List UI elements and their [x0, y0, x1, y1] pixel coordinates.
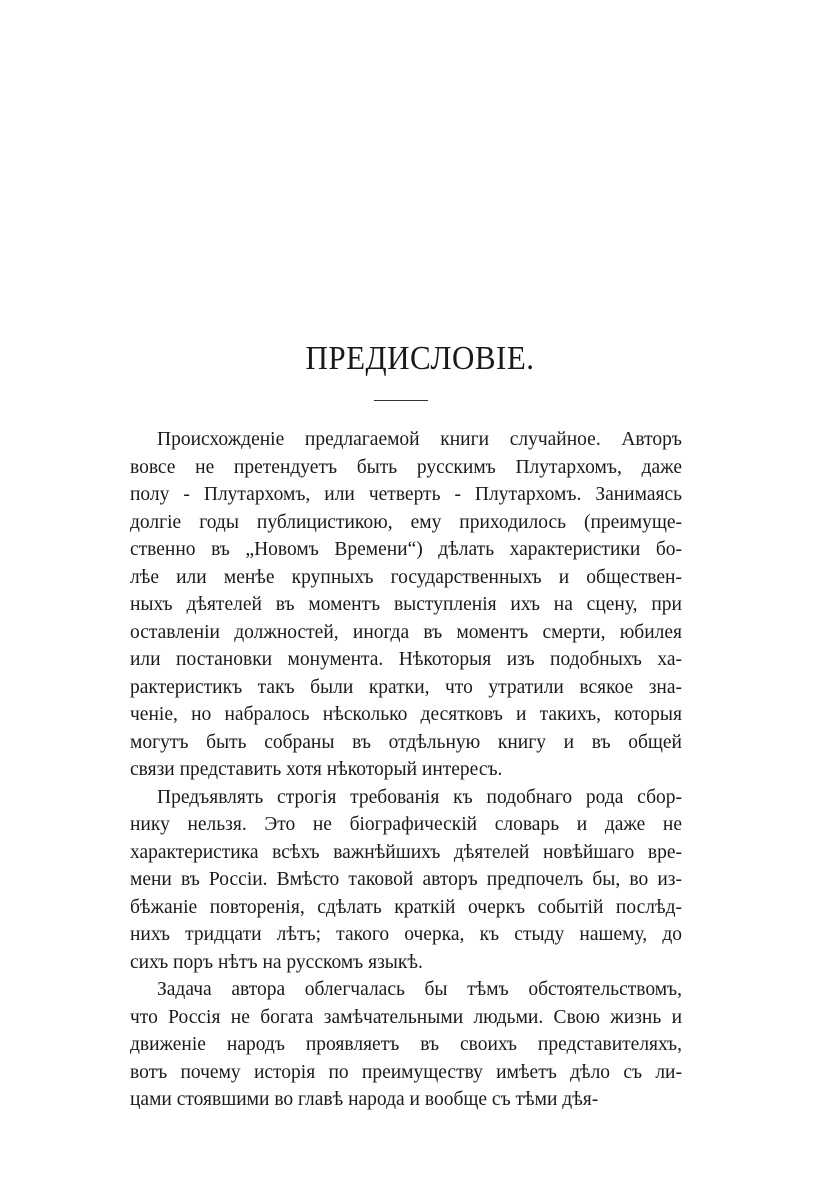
text-line: рактеристикъ такъ были кратки, что утратили всякое зна-: [130, 676, 682, 698]
text-line: сихъ поръ нѣтъ на русскомъ языкѣ.: [130, 951, 423, 973]
title-divider: [374, 400, 428, 401]
text-line: мени въ Россіи. Вмѣсто таковой авторъ предпочелъ бы, во из-: [130, 869, 682, 890]
text-line: ченіе, но набралось нѣсколько десятковъ и такихъ, которыя: [130, 704, 682, 725]
paragraph: [130, 426, 682, 784]
paragraph: [130, 976, 682, 1114]
text-line: нику нельзя. Это не біографическій словарь и даже не: [130, 814, 682, 835]
text-line: ственно въ „Новомъ Времени“) дѣлать характеристики бо-: [130, 539, 682, 560]
text-line: характеристика всѣхъ важнѣйшихъ дѣятелей новѣйшаго вре-: [130, 841, 682, 863]
text-line: лѣе или менѣе крупныхъ государственныхъ и обществен-: [130, 566, 682, 588]
text-line: связи представить хотя нѣкоторый интересъ.: [130, 759, 503, 780]
paragraph: [130, 784, 682, 977]
text-line: могутъ быть собраны въ отдѣльную книгу и въ общей: [130, 731, 682, 753]
text-line: Происхожденіе предлагаемой книги случайное. Авторъ: [157, 429, 682, 450]
text-line: бѣжаніе повторенія, сдѣлать краткій очеркъ событій послѣд-: [130, 896, 682, 918]
text-line: или постановки монумента. Нѣкоторыя изъ подобныхъ ха-: [130, 649, 682, 670]
text-line: движеніе народъ проявляетъ въ своихъ представителяхъ,: [130, 1034, 682, 1055]
text-line: вотъ почему исторія по преимуществу имѣетъ дѣло съ ли-: [130, 1061, 682, 1083]
text-line: Задача автора облегчалась бы тѣмъ обстоятельствомъ,: [157, 979, 682, 1000]
text-line: цами стоявшими во главѣ народа и вообще съ тѣми дѣя-: [130, 1089, 599, 1110]
text-line: Предъявлять строгія требованія къ подобнаго рода сбор-: [157, 786, 682, 808]
body-text: [130, 426, 682, 1114]
text-line: что Россія не богата замѣчательными людьми. Свою жизнь и: [130, 1006, 682, 1028]
text-line: вовсе не претендуетъ быть русскимъ Плутархомъ, даже: [130, 456, 682, 478]
page-title: ПРЕДИСЛОВІЕ.: [305, 338, 535, 377]
text-line: ныхъ дѣятелей въ моментъ выступленія ихъ на сцену, при: [130, 594, 682, 615]
text-line: оставленіи должностей, иногда въ моментъ смерти, юбилея: [130, 621, 682, 643]
text-line: долгіе годы публицистикою, ему приходилось (преимуще-: [130, 511, 682, 533]
text-line: нихъ тридцати лѣтъ; такого очерка, къ стыду нашему, до: [130, 924, 682, 945]
text-line: полу - Плутархомъ, или четверть - Плутархомъ. Занимаясь: [130, 484, 682, 505]
